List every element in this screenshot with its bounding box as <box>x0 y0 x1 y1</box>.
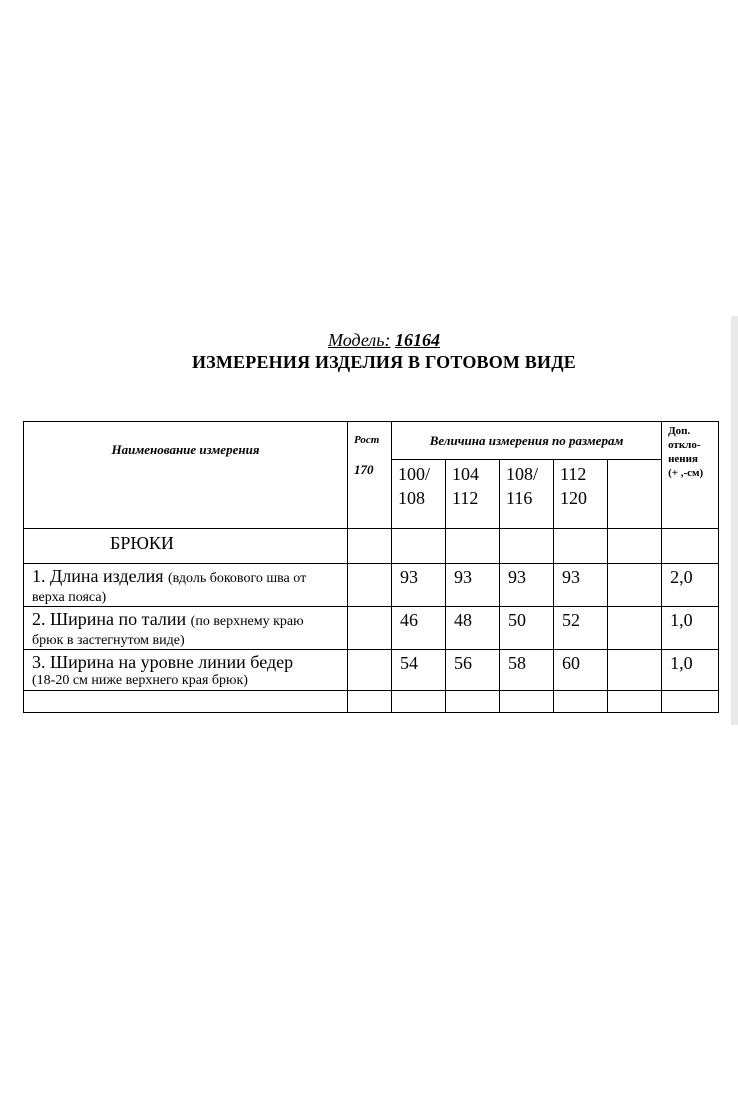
deviation-cell: 1,0 <box>662 650 719 691</box>
value-cell: 46 <box>392 607 446 650</box>
value-cell: 52 <box>554 607 608 650</box>
rost-value: 170 <box>354 462 374 477</box>
measurement-name: 3. Ширина на уровне линии бедер (18-20 см ниже верхнего края брюк) <box>24 650 348 691</box>
table-row <box>24 564 719 607</box>
value-cell: 54 <box>392 650 446 691</box>
scrollbar[interactable] <box>731 316 738 725</box>
page-title: ИЗМЕРЕНИЯ ИЗДЕЛИЯ В ГОТОВОМ ВИДЕ <box>191 352 577 372</box>
table-row <box>24 607 719 650</box>
value-cell: 93 <box>392 564 446 607</box>
value-cell: 58 <box>500 650 554 691</box>
header-sizes: Величина измерения по размерам <box>392 422 662 460</box>
measurements-table <box>23 421 719 713</box>
value-cell: 48 <box>446 607 500 650</box>
value-cell: 93 <box>554 564 608 607</box>
model-number: 16164 <box>394 330 440 350</box>
deviation-line-1: Доп. <box>668 425 691 437</box>
value-cell: 50 <box>500 607 554 650</box>
value-cell: 93 <box>500 564 554 607</box>
measurement-name: 2. Ширина по талии (по верхнему краю брюк в застегнутом виде) <box>24 607 348 650</box>
value-cell: 93 <box>446 564 500 607</box>
section-title: БРЮКИ <box>24 529 348 564</box>
deviation-line-3: нения <box>668 453 698 465</box>
header-deviation <box>662 422 719 529</box>
rost-label: Рост <box>354 434 380 446</box>
empty-cell <box>608 460 662 529</box>
deviation-cell: 2,0 <box>662 564 719 607</box>
header-measurement-name: Наименование измерения <box>24 422 348 529</box>
header-rost <box>348 422 392 529</box>
size-cell: 104 112 <box>446 460 500 529</box>
deviation-cell: 1,0 <box>662 607 719 650</box>
deviation-line-4: (+ ,-см) <box>668 467 704 479</box>
model-label: Модель: <box>328 330 391 350</box>
model-title <box>0 330 738 351</box>
table-row <box>24 650 719 691</box>
size-cell: 108/ 116 <box>500 460 554 529</box>
size-cell: 112 120 <box>554 460 608 529</box>
size-cell: 100/ 108 <box>392 460 446 529</box>
value-cell: 56 <box>446 650 500 691</box>
value-cell: 60 <box>554 650 608 691</box>
measurement-name: 1. Длина изделия (вдоль бокового шва от верха пояса) <box>24 564 348 607</box>
deviation-line-2: откло- <box>668 439 701 451</box>
